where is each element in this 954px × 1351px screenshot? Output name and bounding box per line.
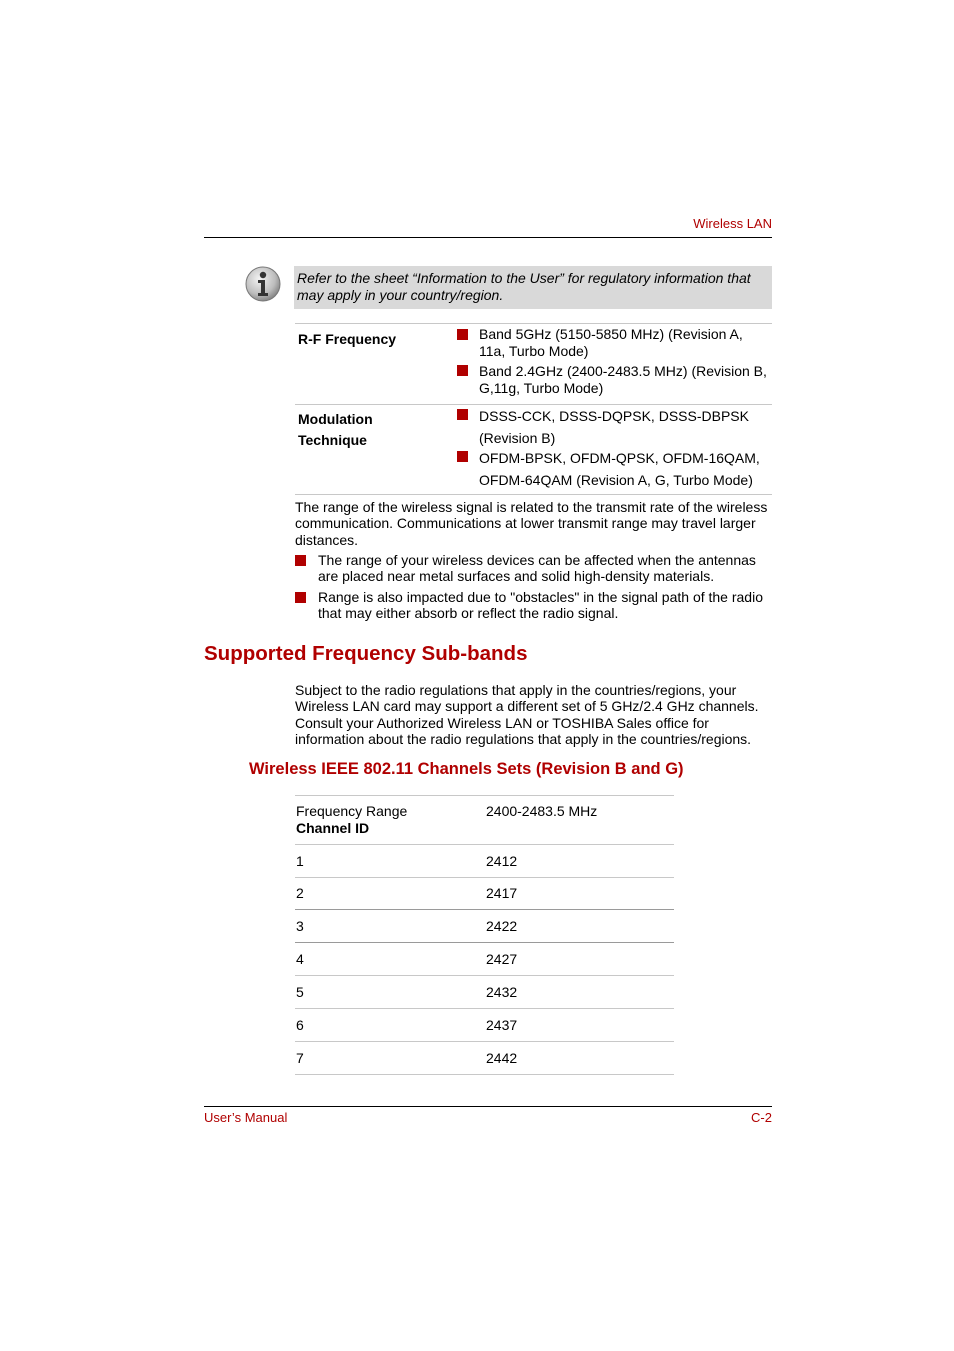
channel-freq-cell: 2432	[486, 984, 518, 1000]
table-rule	[295, 975, 674, 976]
freq-range-value: 2400-2483.5 MHz	[486, 803, 598, 819]
freq-range-label: Frequency Range	[296, 803, 408, 819]
channel-id-cell: 5	[296, 984, 304, 1000]
square-bullet-icon	[457, 409, 468, 420]
channel-id-cell: 7	[296, 1050, 304, 1066]
spec-rule-bottom	[295, 494, 772, 495]
table-rule	[295, 795, 674, 796]
spec-rule-top	[295, 323, 772, 324]
channel-id-cell: 1	[296, 853, 304, 869]
range-bullet: Range is also impacted due to "obstacles" in the signal path of the radio that may either absorb or reflect the radio signal.	[318, 589, 763, 622]
note-text: Refer to the sheet “Information to the User” for regulatory information that may apply in your country/region.	[297, 270, 751, 303]
square-bullet-icon	[295, 592, 306, 603]
page-number: C-2	[751, 1110, 772, 1125]
square-bullet-icon	[457, 451, 468, 462]
info-icon	[245, 266, 281, 302]
table-rule	[295, 1074, 674, 1075]
square-bullet-icon	[457, 329, 468, 340]
subsection-title: Wireless IEEE 802.11 Channels Sets (Revision B and G)	[249, 760, 684, 778]
channel-freq-cell: 2412	[486, 853, 518, 869]
spec-label-technique: Technique	[298, 432, 367, 448]
section-paragraph: Subject to the radio regulations that apply in the countries/regions, your Wireless LAN card may support a different set of 5 GHz/2.4 GHz channels. Consult your Authorized Wireless LAN or TOSHIBA Sales office for information about the radio regulations that apply in the countries/regions.	[295, 682, 759, 747]
table-rule	[295, 844, 674, 845]
square-bullet-icon	[457, 365, 468, 376]
section-title: Supported Frequency Sub-bands	[204, 642, 528, 665]
square-bullet-icon	[295, 555, 306, 566]
channel-freq-cell: 2417	[486, 885, 518, 901]
spec-item: DSSS-CCK, DSSS-DQPSK, DSSS-DBPSK (Revision B)	[479, 408, 749, 446]
table-rule	[295, 909, 674, 910]
channel-freq-cell: 2437	[486, 1017, 518, 1033]
footer-left: User’s Manual	[204, 1110, 288, 1125]
header-rule	[204, 237, 772, 238]
channel-freq-cell: 2442	[486, 1050, 518, 1066]
spec-rule-mid	[295, 404, 772, 405]
channel-id-cell: 3	[296, 918, 304, 934]
range-paragraph: The range of the wireless signal is related to the transmit rate of the wireless communication. Communications at lower transmit range may travel larger distances.	[295, 499, 768, 548]
channel-id-header: Channel ID	[296, 820, 370, 836]
footer-rule	[204, 1106, 772, 1107]
channel-freq-cell: 2427	[486, 951, 518, 967]
spec-item: Band 5GHz (5150-5850 MHz) (Revision A, 11a, Turbo Mode)	[479, 326, 743, 359]
channel-freq-cell: 2422	[486, 918, 518, 934]
table-rule	[295, 942, 674, 943]
spec-item: OFDM-BPSK, OFDM-QPSK, OFDM-16QAM, OFDM-64QAM (Revision A, G, Turbo Mode)	[479, 450, 760, 488]
table-rule	[295, 877, 674, 878]
spec-item: Band 2.4GHz (2400-2483.5 MHz) (Revision B, G,11g, Turbo Mode)	[479, 363, 767, 396]
table-rule	[295, 1041, 674, 1042]
spec-label-rf-frequency: R-F Frequency	[298, 331, 397, 347]
channel-id-cell: 4	[296, 951, 304, 967]
running-header: Wireless LAN	[693, 216, 772, 231]
channel-id-cell: 2	[296, 885, 304, 901]
range-bullet: The range of your wireless devices can be affected when the antennas are placed near metal surfaces and solid high-density materials.	[318, 552, 756, 585]
channel-id-cell: 6	[296, 1017, 304, 1033]
table-rule	[295, 1008, 674, 1009]
spec-label-modulation: Modulation	[298, 411, 373, 427]
